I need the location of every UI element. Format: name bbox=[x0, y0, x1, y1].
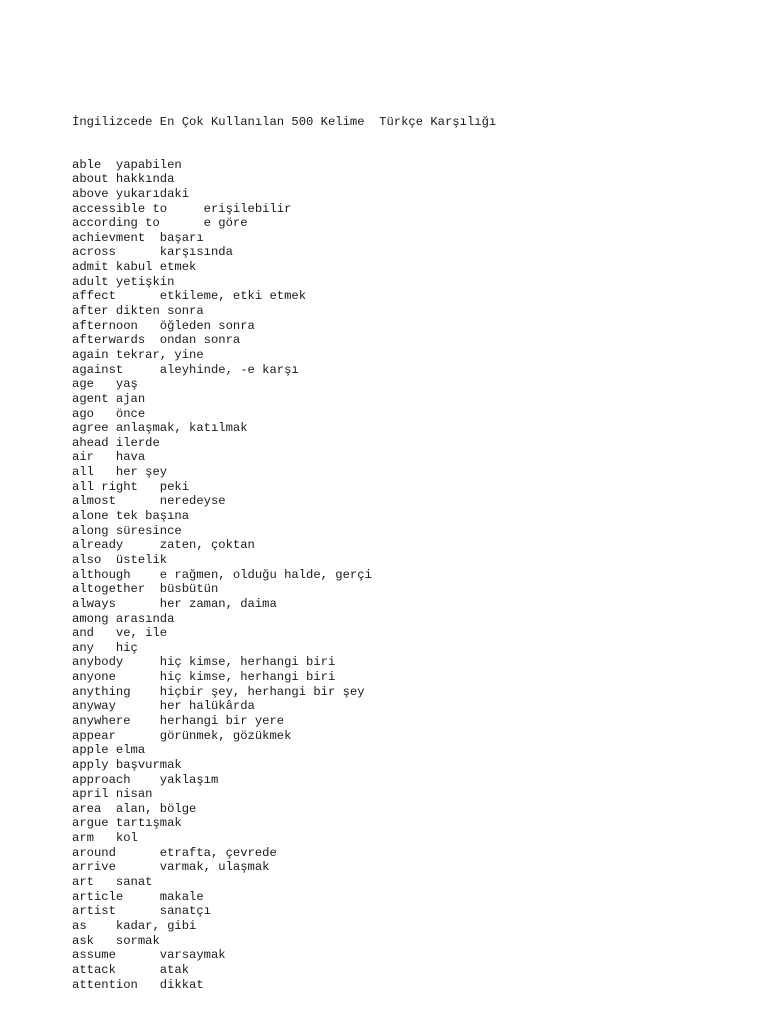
entry-separator bbox=[109, 275, 116, 289]
entry-separator bbox=[138, 978, 160, 992]
list-item bbox=[72, 202, 752, 217]
entry-separator bbox=[109, 816, 116, 830]
list-item bbox=[72, 392, 752, 407]
entry-separator bbox=[123, 538, 160, 552]
list-item bbox=[72, 670, 752, 685]
english-word: attack bbox=[72, 962, 116, 977]
english-word: anything bbox=[72, 684, 131, 699]
entry-separator bbox=[116, 948, 160, 962]
entry-separator bbox=[167, 202, 204, 216]
turkish-meaning: etkileme, etki etmek bbox=[159, 289, 307, 304]
list-item bbox=[72, 626, 752, 641]
english-word: ahead bbox=[72, 435, 109, 450]
turkish-meaning: zaten, çoktan bbox=[159, 538, 255, 553]
list-item bbox=[72, 890, 752, 905]
turkish-meaning: kadar, gibi bbox=[115, 918, 197, 933]
turkish-meaning: sanat bbox=[115, 875, 153, 890]
entry-separator bbox=[116, 494, 160, 508]
english-word: air bbox=[72, 450, 94, 465]
english-word: art bbox=[72, 875, 94, 890]
entry-separator bbox=[123, 655, 160, 669]
turkish-meaning: alan, bölge bbox=[115, 801, 197, 816]
english-word: argue bbox=[72, 816, 109, 831]
english-word: apple bbox=[72, 743, 109, 758]
turkish-meaning: anlaşmak, katılmak bbox=[115, 421, 248, 436]
entry-separator bbox=[131, 685, 160, 699]
entry-separator bbox=[101, 553, 116, 567]
english-word: although bbox=[72, 567, 131, 582]
list-item bbox=[72, 348, 752, 363]
list-item bbox=[72, 319, 752, 334]
turkish-meaning: kol bbox=[115, 831, 138, 846]
list-item bbox=[72, 377, 752, 392]
english-word: along bbox=[72, 523, 109, 538]
entry-separator bbox=[109, 524, 116, 538]
turkish-meaning: varsaymak bbox=[159, 948, 226, 963]
entry-separator bbox=[109, 187, 116, 201]
turkish-meaning: e göre bbox=[203, 216, 248, 231]
turkish-meaning: yaş bbox=[115, 377, 138, 392]
list-item bbox=[72, 158, 752, 173]
turkish-meaning: ve, ile bbox=[115, 626, 168, 641]
turkish-meaning: tek başına bbox=[115, 509, 190, 524]
list-item bbox=[72, 655, 752, 670]
entry-separator bbox=[116, 963, 160, 977]
turkish-meaning: hiç bbox=[115, 640, 138, 655]
english-word: agent bbox=[72, 391, 109, 406]
english-word: afterwards bbox=[72, 333, 146, 348]
english-word: arrive bbox=[72, 860, 116, 875]
list-item bbox=[72, 758, 752, 773]
entry-separator bbox=[109, 612, 116, 626]
list-item bbox=[72, 831, 752, 846]
entry-separator bbox=[94, 465, 116, 479]
english-word: against bbox=[72, 362, 124, 377]
entry-separator bbox=[138, 319, 160, 333]
entry-separator bbox=[109, 392, 116, 406]
english-word: always bbox=[72, 596, 116, 611]
entry-separator bbox=[116, 245, 160, 259]
entry-separator bbox=[160, 216, 204, 230]
turkish-meaning: başarı bbox=[159, 230, 204, 245]
english-word: all bbox=[72, 465, 94, 480]
turkish-meaning: yetişkin bbox=[115, 274, 175, 289]
list-item bbox=[72, 699, 752, 714]
entry-separator bbox=[109, 172, 116, 186]
entry-separator bbox=[131, 568, 160, 582]
english-word: about bbox=[72, 172, 109, 187]
english-word: again bbox=[72, 347, 109, 362]
entry-separator bbox=[94, 450, 116, 464]
turkish-meaning: ondan sonra bbox=[159, 333, 241, 348]
turkish-meaning: hava bbox=[115, 450, 146, 465]
list-item bbox=[72, 934, 752, 949]
list-item bbox=[72, 538, 752, 553]
list-item bbox=[72, 509, 752, 524]
english-word: achievment bbox=[72, 230, 146, 245]
english-word: almost bbox=[72, 494, 116, 509]
turkish-meaning: büsbütün bbox=[159, 582, 219, 597]
english-word: artist bbox=[72, 904, 116, 919]
entry-separator bbox=[94, 407, 116, 421]
english-word: agree bbox=[72, 421, 109, 436]
turkish-meaning: etrafta, çevrede bbox=[159, 845, 277, 860]
list-item bbox=[72, 245, 752, 260]
turkish-meaning: sanatçı bbox=[159, 904, 211, 919]
list-item bbox=[72, 172, 752, 187]
entry-separator bbox=[94, 377, 116, 391]
entry-separator bbox=[123, 890, 160, 904]
entry-separator bbox=[101, 158, 116, 172]
list-item bbox=[72, 450, 752, 465]
entry-separator bbox=[116, 597, 160, 611]
list-item bbox=[72, 480, 752, 495]
entry-separator bbox=[131, 773, 160, 787]
turkish-meaning: atak bbox=[159, 962, 190, 977]
english-word: also bbox=[72, 552, 102, 567]
english-word: as bbox=[72, 918, 87, 933]
entry-separator bbox=[145, 231, 160, 245]
vocabulary-list bbox=[72, 158, 752, 993]
list-item bbox=[72, 714, 752, 729]
list-item bbox=[72, 304, 752, 319]
english-word: appear bbox=[72, 728, 116, 743]
list-item bbox=[72, 553, 752, 568]
list-item bbox=[72, 407, 752, 422]
english-word: ago bbox=[72, 406, 94, 421]
list-item bbox=[72, 436, 752, 451]
turkish-meaning: karşısında bbox=[159, 245, 233, 260]
list-item bbox=[72, 465, 752, 480]
entry-separator bbox=[94, 934, 116, 948]
turkish-meaning: neredeyse bbox=[159, 494, 226, 509]
english-word: adult bbox=[72, 274, 109, 289]
list-item bbox=[72, 231, 752, 246]
english-word: april bbox=[72, 787, 109, 802]
turkish-meaning: erişilebilir bbox=[203, 201, 292, 216]
turkish-meaning: nisan bbox=[115, 787, 153, 802]
turkish-meaning: dikkat bbox=[159, 977, 204, 992]
turkish-meaning: tartışmak bbox=[115, 816, 182, 831]
turkish-meaning: elma bbox=[115, 743, 146, 758]
entry-separator bbox=[94, 641, 116, 655]
document-title: İngilizcede En Çok Kullanılan 500 Kelime Türkçe Karşılığı bbox=[72, 115, 497, 129]
turkish-meaning: hiç kimse, herhangi biri bbox=[159, 655, 336, 670]
turkish-meaning: her halükârda bbox=[159, 699, 255, 714]
list-item bbox=[72, 816, 752, 831]
list-item bbox=[72, 216, 752, 231]
entry-separator bbox=[131, 714, 160, 728]
list-item bbox=[72, 846, 752, 861]
english-word: across bbox=[72, 245, 116, 260]
entry-separator bbox=[116, 846, 160, 860]
english-word: afternoon bbox=[72, 318, 138, 333]
entry-separator bbox=[109, 260, 116, 274]
entry-separator bbox=[109, 509, 116, 523]
list-item bbox=[72, 612, 752, 627]
entry-separator bbox=[116, 904, 160, 918]
entry-separator bbox=[123, 363, 160, 377]
turkish-meaning: hiç kimse, herhangi biri bbox=[159, 670, 336, 685]
list-item bbox=[72, 787, 752, 802]
turkish-meaning: önce bbox=[115, 406, 146, 421]
turkish-meaning: makale bbox=[159, 889, 204, 904]
english-word: approach bbox=[72, 772, 131, 787]
turkish-meaning: dikten sonra bbox=[115, 304, 204, 319]
turkish-meaning: herhangi bir yere bbox=[159, 713, 285, 728]
entry-separator bbox=[116, 289, 160, 303]
english-word: affect bbox=[72, 289, 116, 304]
entry-separator bbox=[109, 787, 116, 801]
english-word: anyone bbox=[72, 670, 116, 685]
english-word: assume bbox=[72, 948, 116, 963]
list-item bbox=[72, 568, 752, 583]
list-item bbox=[72, 948, 752, 963]
turkish-meaning: yapabilen bbox=[115, 157, 182, 172]
english-word: anybody bbox=[72, 655, 124, 670]
list-item bbox=[72, 729, 752, 744]
entry-separator bbox=[116, 729, 160, 743]
entry-separator bbox=[138, 480, 160, 494]
turkish-meaning: hakkında bbox=[115, 172, 175, 187]
english-word: able bbox=[72, 157, 102, 172]
turkish-meaning: yukarıdaki bbox=[115, 186, 190, 201]
english-word: altogether bbox=[72, 582, 146, 597]
entry-separator bbox=[116, 860, 160, 874]
english-word: apply bbox=[72, 757, 109, 772]
turkish-meaning: ajan bbox=[115, 391, 146, 406]
english-word: around bbox=[72, 845, 116, 860]
entry-separator bbox=[116, 699, 160, 713]
list-item bbox=[72, 963, 752, 978]
entry-separator bbox=[145, 333, 160, 347]
english-word: above bbox=[72, 186, 109, 201]
turkish-meaning: her şey bbox=[115, 465, 168, 480]
list-item bbox=[72, 524, 752, 539]
list-item bbox=[72, 597, 752, 612]
entry-separator bbox=[109, 436, 116, 450]
english-word: ask bbox=[72, 933, 94, 948]
turkish-meaning: süresince bbox=[115, 523, 182, 538]
entry-separator bbox=[109, 421, 116, 435]
entry-separator bbox=[116, 670, 160, 684]
english-word: attention bbox=[72, 977, 138, 992]
list-item bbox=[72, 275, 752, 290]
list-item bbox=[72, 875, 752, 890]
english-word: anywhere bbox=[72, 713, 131, 728]
entry-separator bbox=[109, 743, 116, 757]
list-item bbox=[72, 333, 752, 348]
list-item bbox=[72, 860, 752, 875]
list-item bbox=[72, 363, 752, 378]
turkish-meaning: tekrar, yine bbox=[115, 347, 204, 362]
list-item bbox=[72, 904, 752, 919]
english-word: anyway bbox=[72, 699, 116, 714]
turkish-meaning: başvurmak bbox=[115, 757, 182, 772]
list-item bbox=[72, 773, 752, 788]
english-word: and bbox=[72, 626, 94, 641]
english-word: alone bbox=[72, 509, 109, 524]
turkish-meaning: yaklaşım bbox=[159, 772, 219, 787]
list-item bbox=[72, 260, 752, 275]
list-item bbox=[72, 187, 752, 202]
english-word: area bbox=[72, 801, 102, 816]
turkish-meaning: peki bbox=[159, 479, 190, 494]
entry-separator bbox=[94, 831, 116, 845]
turkish-meaning: görünmek, gözükmek bbox=[159, 728, 292, 743]
english-word: all right bbox=[72, 479, 138, 494]
turkish-meaning: arasında bbox=[115, 611, 175, 626]
list-item bbox=[72, 494, 752, 509]
document-page bbox=[72, 87, 752, 1006]
english-word: article bbox=[72, 889, 124, 904]
entry-separator bbox=[109, 304, 116, 318]
list-item bbox=[72, 421, 752, 436]
english-word: already bbox=[72, 538, 124, 553]
list-item bbox=[72, 743, 752, 758]
english-word: admit bbox=[72, 260, 109, 275]
list-item bbox=[72, 289, 752, 304]
entry-separator bbox=[145, 582, 160, 596]
turkish-meaning: kabul etmek bbox=[115, 260, 197, 275]
turkish-meaning: hiçbir şey, herhangi bir şey bbox=[159, 684, 365, 699]
list-item bbox=[72, 919, 752, 934]
turkish-meaning: aleyhinde, -e karşı bbox=[159, 362, 299, 377]
list-item bbox=[72, 641, 752, 656]
entry-separator bbox=[94, 875, 116, 889]
entry-separator bbox=[101, 802, 116, 816]
list-item bbox=[72, 802, 752, 817]
english-word: age bbox=[72, 377, 94, 392]
entry-separator bbox=[109, 758, 116, 772]
turkish-meaning: ilerde bbox=[115, 435, 160, 450]
list-item bbox=[72, 978, 752, 993]
list-item bbox=[72, 685, 752, 700]
entry-separator bbox=[87, 919, 116, 933]
turkish-meaning: üstelik bbox=[115, 552, 168, 567]
english-word: among bbox=[72, 611, 109, 626]
turkish-meaning: sormak bbox=[115, 933, 160, 948]
entry-separator bbox=[94, 626, 116, 640]
english-word: arm bbox=[72, 831, 94, 846]
turkish-meaning: her zaman, daima bbox=[159, 596, 277, 611]
turkish-meaning: e rağmen, olduğu halde, gerçi bbox=[159, 567, 372, 582]
english-word: accessible to bbox=[72, 201, 168, 216]
entry-separator bbox=[109, 348, 116, 362]
english-word: any bbox=[72, 640, 94, 655]
english-word: according to bbox=[72, 216, 160, 231]
english-word: after bbox=[72, 304, 109, 319]
turkish-meaning: öğleden sonra bbox=[159, 318, 255, 333]
turkish-meaning: varmak, ulaşmak bbox=[159, 860, 270, 875]
list-item bbox=[72, 582, 752, 597]
